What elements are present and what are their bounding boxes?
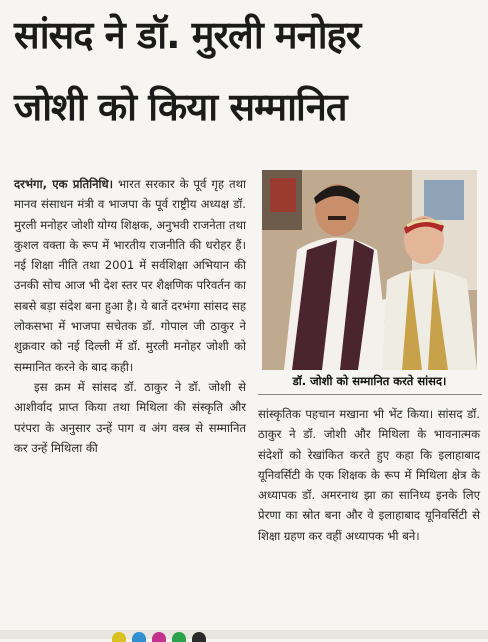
photo-illustration: [262, 170, 477, 370]
color-bar-dot: [112, 632, 126, 642]
headline-line-1: सांसद ने डॉ. मुरली मनोहर: [14, 13, 361, 57]
color-bar-dot: [152, 632, 166, 642]
caption-divider: [258, 394, 482, 395]
paragraph-1: [14, 174, 246, 377]
paragraph-2: इस क्रम में सांसद डॉ. ठाकुर ने डॉ. जोशी से आशीर्वाद प्राप्त किया तथा मिथिला की संस्कृति और परंपरा के अनुसार उन्हें पाग व अंग वस्त्र से सम्मानित कर उन्हें मिथिला की: [14, 379, 246, 455]
color-bar-dot: [192, 632, 206, 642]
headline: [14, 6, 476, 136]
color-bar-dot: [132, 632, 146, 642]
headline-line-2: जोशी को किया सम्मानित: [14, 85, 347, 129]
paragraph-1-body: भारत सरकार के पूर्व गृह तथा मानव संसाधन मंत्री व भाजपा के पूर्व राष्ट्रीय अध्यक्ष डॉ. मुरली मनोहर जोशी योग्य शिक्षक, अनुभवी राजनेता तथा कुशल वक्ता के रूप में भारतीय राजनीति की धरोहर हैं। नई शिक्षा नीति तथा 2001 में सर्वशिक्षा अभियान की उनकी सोच आज भी देश स्तर पर शैक्षणिक परिवर्तन का सबसे बड़ा संदेश बना हुआ है। ये बातें दरभंगा सांसद सह लोकसभा में भाजपा सचेतक डॉ. गोपाल जी ठाकुर ने शुक्रवार को नई दिल्ली में डॉ. मुरली मनोहर जोशी को सम्मानित करने के बाद कही।: [14, 177, 247, 374]
news-photo: [262, 170, 477, 370]
photo-caption: डॉ. जोशी को सम्मानित करते सांसद।: [292, 374, 447, 388]
paragraph-3: सांस्कृतिक पहचान मखाना भी भेंट किया। सांसद डॉ. ठाकुर ने डॉ. जोशी और मिथिला के भावनात्मक संदेशों को रेखांकित करते हुए कहा कि इलाहाबाद यूनिवर्सिटी के एक शिक्षक के रूप में मिथिला क्षेत्र के अध्यापक डॉ. अमरनाथ झा का सानिध्य इनके लिए प्रेरणा का स्रोत बना और वे इलाहाबाद यूनिवर्सिटी से शिक्षा ग्रहण कर वहीं अध्यापक भी बने।: [258, 407, 480, 543]
article-column-right: [258, 404, 480, 546]
color-bar-dot: [172, 632, 186, 642]
article-column-left: [14, 174, 246, 458]
page-bottom-strip: [0, 630, 488, 639]
dateline: दरभंगा, एक प्रतिनिधि।: [14, 177, 114, 191]
